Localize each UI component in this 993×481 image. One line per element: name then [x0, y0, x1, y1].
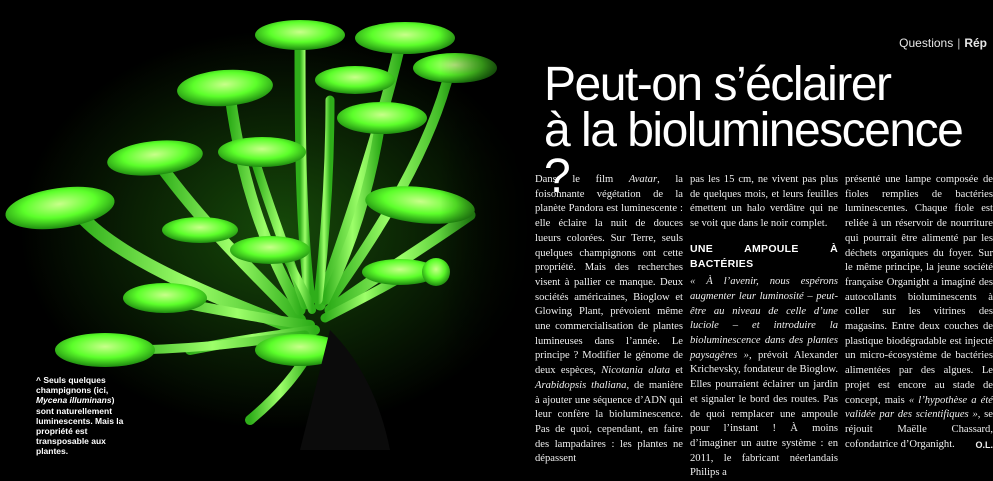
- title-line-2: à la bioluminescence ?: [544, 104, 962, 203]
- paragraph: présenté une lampe composée de fioles remplies de bactéries luminescentes. Chaque fiole est reliée à un réservoir de nourriture qui pourrait être alimenté par les déchets organiques du foyer. Sur le même principe, la jeune société française Organight a imaginé des autocollants bioluminescents à coller sur les vitrines des magasins. Entre deux couches de plastique biodégradable est injecté un micro-écosystème de bactéries alimentées par des algues. Le projet est encore au stade de concept, mais « l’hypothèse a été validée par des scientifiques », se réjouit Maëlle Chassard, cofondatrice d’Organight. O.L.: [845, 173, 993, 452]
- section-header: [899, 36, 987, 50]
- section-separator: |: [957, 36, 960, 50]
- title-line-1: Peut-on s’éclairer: [544, 58, 891, 111]
- caption-arrow-icon: ^: [36, 375, 41, 385]
- photo-caption: ^ Seuls quelques champignons (ici, Mycena illuminans) sont naturellement luminescents. Mais la propriété est transposable aux plantes.: [36, 375, 128, 457]
- author-signature: O.L.: [976, 438, 993, 453]
- article-column-2: [690, 173, 838, 481]
- section-label: Questions: [899, 36, 953, 50]
- paragraph: « À l’avenir, nous espérons augmenter leur luminosité – peut-être au niveau de celle d’une luciole – et introduire la bioluminescence dans des plantes paysagères », prévoit Alexander Krichevsky, fondateur de Bioglow. Elles pourraient éclairer un jardin et signaler le bord des routes. Pas de quoi remplacer une ampoule pour l’instant ! À moins d’imaginer un autre système : en 2011, le fabricant néerlandais Philips a: [690, 275, 838, 481]
- article-column-3: [845, 173, 993, 452]
- article-column-1: [535, 173, 683, 467]
- article-subheading: UNE AMPOULE À BACTÉRIES: [690, 242, 838, 271]
- section-current: Rép: [964, 36, 987, 50]
- paragraph: Dans le film Avatar, la foisonnante végétation de la planète Pandora est luminescente : elle éclaire la nuit de douces lueurs colorées. Sur Terre, seuls quelques champignons ont cette propriété. Mais des recherches visent à pallier ce manque. Deux sociétés américaines, Bioglow et Glowing Plant, prévoient même une commercialisation de plantes lumineuses dans l’année. Le principe ? Modifier le génome de deux espèces, Nicotania alata et Arabidopsis thaliana, de manière à ajouter une séquence d’ADN qui leur confère la bioluminescence. Pas de quoi, cependant, en faire des lampadaires : les plantes ne dépassent: [535, 173, 683, 467]
- paragraph: pas les 15 cm, ne vivent pas plus de quelques mois, et leurs feuilles émettent un halo verdâtre qui ne se voit que dans le noir complet.: [690, 173, 838, 232]
